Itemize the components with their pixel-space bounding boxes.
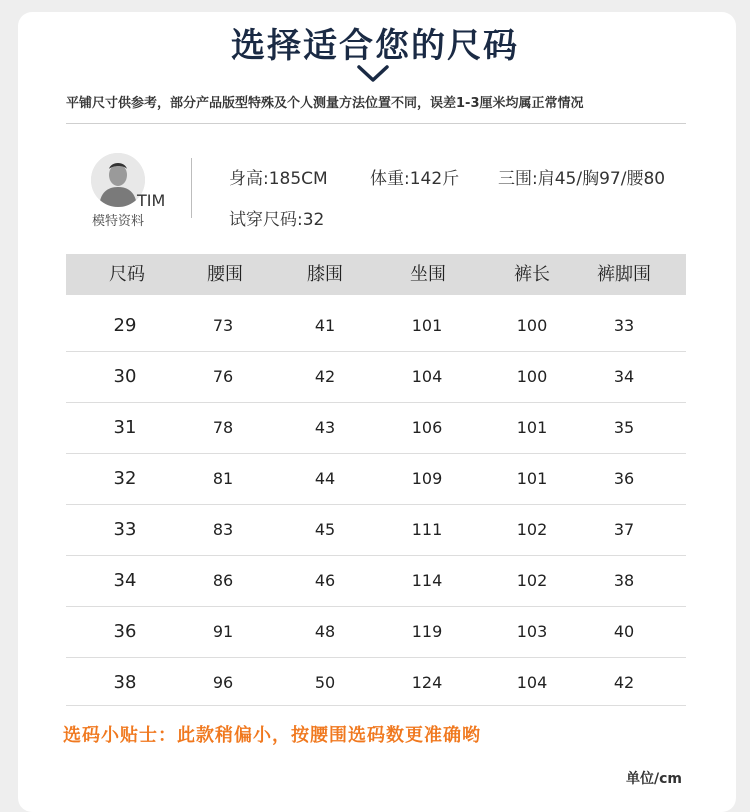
table-row xyxy=(66,453,686,505)
cell-waist: 73 xyxy=(212,316,234,335)
cell-leg-opening: 42 xyxy=(613,673,635,692)
cell-size: 32 xyxy=(113,468,137,489)
cell-size: 30 xyxy=(113,366,137,387)
cell-leg-opening: 38 xyxy=(613,571,635,590)
cell-length: 101 xyxy=(516,418,548,437)
model-name: TIM xyxy=(137,191,166,210)
unit-label: 单位/cm xyxy=(626,771,682,787)
table-row xyxy=(66,300,686,352)
cell-leg-opening: 36 xyxy=(613,469,635,488)
header-knee: 膝围 xyxy=(307,264,343,285)
vertical-divider xyxy=(191,158,192,218)
header-leg-opening: 裤脚围 xyxy=(597,264,651,285)
header-waist: 腰围 xyxy=(207,264,243,285)
cell-knee: 43 xyxy=(314,418,336,437)
table-row xyxy=(66,657,686,706)
cell-waist: 81 xyxy=(212,469,234,488)
cell-length: 100 xyxy=(516,367,548,386)
chevron-down-icon xyxy=(356,64,390,84)
cell-hip: 101 xyxy=(411,316,443,335)
cell-hip: 119 xyxy=(411,622,443,641)
page-title: 选择适合您的尺码 xyxy=(231,26,519,66)
cell-length: 101 xyxy=(516,469,548,488)
cell-size: 33 xyxy=(113,519,137,540)
table-row xyxy=(66,606,686,658)
cell-hip: 124 xyxy=(411,673,443,692)
cell-knee: 41 xyxy=(314,316,336,335)
cell-waist: 78 xyxy=(212,418,234,437)
size-disclaimer: 平铺尺寸供参考，部分产品版型特殊及个人测量方法位置不同，误差1-3厘米均属正常情况 xyxy=(66,96,584,111)
header-hip: 坐围 xyxy=(410,264,446,285)
model-trial-size: 试穿尺码:32 xyxy=(229,210,325,230)
cell-waist: 86 xyxy=(212,571,234,590)
cell-length: 103 xyxy=(516,622,548,641)
cell-knee: 44 xyxy=(314,469,336,488)
cell-waist: 91 xyxy=(212,622,234,641)
model-height: 身高:185CM xyxy=(229,169,328,189)
cell-hip: 111 xyxy=(411,520,443,539)
cell-size: 34 xyxy=(113,570,137,591)
table-row xyxy=(66,504,686,556)
table-row xyxy=(66,555,686,607)
table-header xyxy=(66,254,686,295)
cell-size: 31 xyxy=(113,417,137,438)
cell-knee: 46 xyxy=(314,571,336,590)
divider xyxy=(66,123,686,124)
cell-length: 100 xyxy=(516,316,548,335)
cell-size: 38 xyxy=(113,672,137,693)
header-length: 裤长 xyxy=(514,264,550,285)
cell-leg-opening: 33 xyxy=(613,316,635,335)
cell-length: 102 xyxy=(516,571,548,590)
cell-knee: 48 xyxy=(314,622,336,641)
cell-length: 102 xyxy=(516,520,548,539)
cell-waist: 96 xyxy=(212,673,234,692)
cell-hip: 106 xyxy=(411,418,443,437)
cell-leg-opening: 37 xyxy=(613,520,635,539)
cell-knee: 45 xyxy=(314,520,336,539)
cell-leg-opening: 34 xyxy=(613,367,635,386)
cell-knee: 50 xyxy=(314,673,336,692)
size-tip: 选码小贴士：此款稍偏小，按腰围选码数更准确哟 xyxy=(63,725,481,746)
cell-hip: 114 xyxy=(411,571,443,590)
cell-leg-opening: 35 xyxy=(613,418,635,437)
header-size: 尺码 xyxy=(109,264,145,285)
cell-size: 36 xyxy=(113,621,137,642)
cell-waist: 76 xyxy=(212,367,234,386)
cell-leg-opening: 40 xyxy=(613,622,635,641)
model-caption: 模特资料 xyxy=(92,214,145,229)
cell-waist: 83 xyxy=(212,520,234,539)
cell-hip: 104 xyxy=(411,367,443,386)
cell-knee: 42 xyxy=(314,367,336,386)
cell-length: 104 xyxy=(516,673,548,692)
model-weight: 体重:142斤 xyxy=(370,169,460,189)
table-row xyxy=(66,351,686,403)
cell-hip: 109 xyxy=(411,469,443,488)
model-measurements: 三围:肩45/胸97/腰80 xyxy=(498,169,666,189)
table-row xyxy=(66,402,686,454)
cell-size: 29 xyxy=(113,315,137,336)
